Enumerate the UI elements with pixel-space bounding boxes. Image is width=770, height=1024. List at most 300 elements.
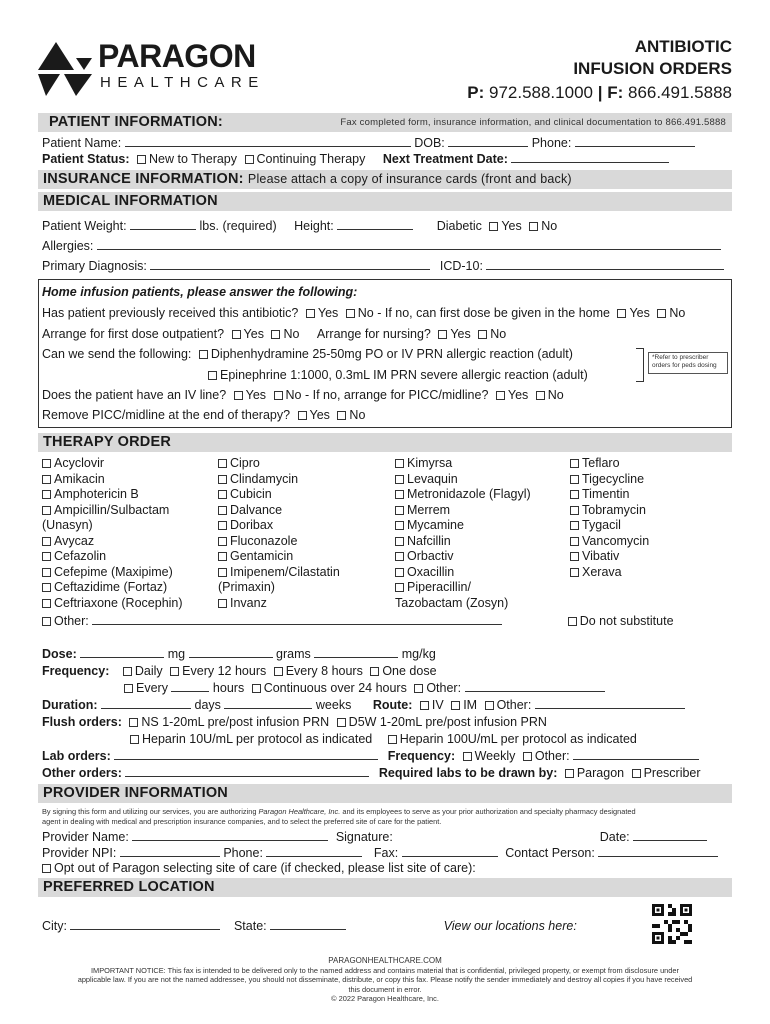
drug-option (570, 487, 649, 503)
route-iv-label: IV (431, 698, 444, 712)
drug-label: (Unasyn) (42, 518, 93, 532)
q8-label: Every 8 hours (285, 664, 363, 678)
drug-label: Tobramycin (582, 502, 646, 517)
duration-label: Duration: (42, 698, 98, 712)
provider-name-field[interactable] (132, 829, 328, 841)
city-label: City: (42, 919, 67, 933)
route-im-checkbox[interactable] (451, 701, 460, 710)
brand-sub: HEALTHCARE (100, 74, 265, 91)
drug-option (42, 580, 183, 596)
diabetic-no-checkbox[interactable] (529, 222, 538, 231)
new-therapy-label: New to Therapy (149, 152, 238, 166)
diphenhydramine-checkbox[interactable] (199, 350, 208, 359)
iv-line-yes-checkbox[interactable] (234, 391, 243, 400)
drug-label: Kimyrsa (407, 456, 453, 470)
npi-field[interactable] (120, 845, 220, 857)
diabetic-no-label: No (541, 219, 558, 233)
route-other-field[interactable] (535, 697, 685, 709)
lab-orders-label: Lab orders: (42, 749, 111, 763)
drug-label: Nafcillin (407, 533, 451, 548)
drug-option (395, 472, 531, 488)
drug-label: Gentamicin (230, 549, 294, 563)
drug-checkbox[interactable] (218, 568, 227, 577)
height-label: Height: (294, 219, 334, 233)
daily-checkbox[interactable] (123, 667, 132, 676)
duration-weeks-field[interactable] (224, 697, 312, 709)
dose-label: Dose: (42, 647, 77, 661)
drug-checkbox[interactable] (570, 506, 579, 515)
drug-checkbox[interactable] (395, 490, 404, 499)
picc-yes-label: Yes (507, 388, 529, 402)
dob-label: DOB: (414, 136, 445, 150)
fax-label: F: (607, 83, 624, 102)
footer (20, 956, 750, 1004)
weight-label: Patient Weight: (42, 219, 127, 233)
icd-label: ICD-10: (439, 259, 483, 273)
mg-unit: mg (167, 647, 186, 661)
home-infusion-heading (42, 284, 732, 300)
other-orders-field[interactable] (125, 765, 369, 777)
heparin100-checkbox[interactable] (388, 735, 397, 744)
drug-option (218, 596, 340, 612)
epinephrine-label: Epinephrine 1:1000, 0.3mL IM PRN severe allergic reaction (adult) (220, 368, 588, 382)
drug-label: Invanz (230, 595, 267, 610)
drug-checkbox[interactable] (395, 552, 404, 561)
grams-unit: grams (276, 647, 311, 661)
drug-label: Merrem (407, 502, 451, 517)
ns-flush-label: NS 1-20mL pre/post infusion PRN (141, 715, 330, 729)
weight-row (42, 218, 732, 234)
q5-text: Remove PICC/midline at the end of therapy? (42, 408, 291, 422)
drug-option (395, 534, 531, 550)
weekly-checkbox[interactable] (463, 752, 472, 761)
drug-label: Fluconazole (230, 533, 298, 548)
required-labs-label: Required labs to be drawn by: (378, 766, 558, 780)
q2-yes-label: Yes (243, 327, 264, 341)
title-line2: INFUSION ORDERS (573, 59, 732, 78)
provider-phone-label: Phone: (223, 846, 263, 860)
weight-field[interactable] (130, 218, 196, 230)
separator: | (597, 83, 603, 102)
flush-label: Flush orders: (42, 715, 122, 729)
patient-info-heading-bar (38, 113, 732, 132)
one-dose-label: One dose (382, 664, 437, 678)
contact-numbers (467, 82, 732, 104)
fax-note: Fax completed form, insurance information, and clinical documentation to 866.491.5888 (340, 117, 726, 128)
drug-checkbox[interactable] (395, 506, 404, 515)
drug-checkbox[interactable] (570, 459, 579, 468)
remove-picc-yes-checkbox[interactable] (298, 411, 307, 420)
footer-copyright: © 2022 Paragon Healthcare, Inc. (331, 994, 439, 1003)
drug-checkbox[interactable] (218, 537, 227, 546)
drug-label: Tigecycline (582, 471, 645, 486)
location-row (42, 918, 732, 934)
drug-label: Timentin (582, 487, 630, 501)
drug-column-3 (395, 456, 531, 611)
days-label: days (194, 698, 221, 712)
nursing-yes-checkbox[interactable] (438, 330, 447, 339)
q2-no-checkbox[interactable] (271, 330, 280, 339)
lab-other-field[interactable] (573, 748, 699, 760)
allergies-row (42, 238, 732, 254)
drug-option (395, 503, 531, 519)
q3-text: Can we send the following: (42, 347, 192, 361)
picc-yes-checkbox[interactable] (496, 391, 505, 400)
next-treatment-label: Next Treatment Date: (382, 152, 508, 166)
drug-label: Cubicin (230, 487, 272, 501)
drug-label: Dalvance (230, 502, 283, 517)
drug-checkbox[interactable] (42, 599, 51, 608)
drug-label: Doribax (230, 518, 274, 532)
route-label: Route: (372, 698, 413, 712)
lab-orders-field[interactable] (114, 748, 378, 760)
continuous-label: Continuous over 24 hours (263, 681, 407, 695)
remove-picc-yes-label: Yes (309, 408, 330, 422)
every-label: Every (136, 681, 168, 695)
opt-out-checkbox[interactable] (42, 864, 51, 873)
peds-note: *Refer to prescriber orders for peds dosing (652, 354, 717, 369)
duration-days-field[interactable] (101, 697, 191, 709)
authorization-text (42, 807, 732, 827)
paragon-labs-checkbox[interactable] (565, 769, 574, 778)
heparin10-label: Heparin 10U/mL per protocol as indicated (142, 732, 373, 746)
drug-label: Cefazolin (54, 549, 107, 563)
footer-site[interactable]: PARAGONHEALTHCARE.COM (328, 956, 442, 965)
q8-checkbox[interactable] (274, 667, 283, 676)
drug-checkbox[interactable] (218, 475, 227, 484)
form-title (467, 36, 732, 104)
state-field[interactable] (270, 918, 346, 930)
patient-info-heading: PATIENT INFORMATION: (49, 114, 223, 130)
q12-label: Every 12 hours (182, 664, 267, 678)
therapy-other-row (42, 613, 732, 629)
iv-line-no-label: No - If no, arrange for PICC/midline? (285, 388, 489, 402)
picc-no-label: No (547, 388, 564, 402)
drug-checkbox[interactable] (218, 599, 227, 608)
weight-unit: lbs. (required) (199, 219, 277, 233)
drug-label: Tazobactam (Zosyn) (395, 595, 509, 610)
drug-label: Mycamine (407, 518, 464, 532)
drug-label: Vibativ (582, 549, 620, 563)
drug-option (42, 596, 183, 612)
drug-label: Levaquin (407, 471, 458, 486)
drug-checkbox[interactable] (218, 490, 227, 499)
provider-phone-field[interactable] (266, 845, 362, 857)
q1-text: Has patient previously received this antibiotic? (42, 306, 299, 320)
drug-option (42, 472, 183, 488)
opt-out-row (42, 860, 732, 876)
route-iv-checkbox[interactable] (420, 701, 429, 710)
drug-checkbox[interactable] (218, 459, 227, 468)
drug-label: Amphotericin B (54, 487, 139, 501)
patient-status-label: Patient Status: (42, 152, 130, 166)
home-q3 (42, 346, 732, 362)
drug-option (570, 456, 649, 472)
frequency-label: Frequency: (42, 664, 110, 678)
drug-checkbox[interactable] (570, 490, 579, 499)
allergies-field[interactable] (97, 238, 721, 250)
picc-no-checkbox[interactable] (536, 391, 545, 400)
daily-label: Daily (134, 664, 163, 678)
allergies-label: Allergies: (42, 239, 94, 253)
drug-option (218, 456, 340, 472)
drug-option (395, 596, 531, 612)
drug-label: Xerava (582, 564, 622, 579)
diagnosis-row (42, 258, 732, 274)
lab-other-label: Other: (534, 749, 570, 763)
q2-text: Arrange for first dose outpatient? (42, 327, 225, 341)
d5w-flush-checkbox[interactable] (337, 718, 346, 727)
footer-notice-1: IMPORTANT NOTICE: This fax is intended to be delivered only to the named address and contains material that is confidential, privileged property, or exempt from disclosure under (91, 965, 679, 975)
drug-label: Avycaz (54, 533, 95, 548)
drug-checkbox[interactable] (570, 521, 579, 530)
drug-checkbox[interactable] (218, 552, 227, 561)
patient-name-label: Patient Name: (42, 136, 122, 150)
patient-phone-field[interactable] (575, 135, 695, 147)
q2-no-label: No (283, 327, 300, 341)
diabetic-yes-label: Yes (501, 219, 522, 233)
drug-option (395, 580, 531, 596)
drug-checkbox[interactable] (42, 459, 51, 468)
drug-option (218, 503, 340, 519)
nursing-no-checkbox[interactable] (478, 330, 487, 339)
drug-checkbox[interactable] (42, 537, 51, 546)
every-hours-field[interactable] (171, 680, 209, 692)
paragon-logo-icon (36, 40, 94, 98)
drug-option (570, 534, 649, 550)
drug-checkbox[interactable] (42, 583, 51, 592)
iv-line-yes-label: Yes (245, 388, 267, 402)
drug-option (570, 549, 649, 565)
therapy-other-label: Other: (54, 614, 89, 628)
drug-label: Ceftriaxone (Rocephin) (54, 595, 183, 610)
insurance-note: Please attach a copy of insurance cards (front and back) (247, 172, 572, 186)
therapy-other-checkbox[interactable] (42, 617, 51, 626)
provider-date-label: Date: (599, 830, 630, 844)
q1-yes-checkbox[interactable] (306, 309, 315, 318)
freq-other-label: Other: (426, 681, 462, 695)
dob-field[interactable] (448, 135, 528, 147)
title-line1: ANTIBIOTIC (634, 37, 732, 56)
lab-other-checkbox[interactable] (523, 752, 532, 761)
state-label: State: (233, 919, 267, 933)
nursing-text: Arrange for nursing? (316, 327, 431, 341)
drug-checkbox[interactable] (570, 475, 579, 484)
drug-option (570, 472, 649, 488)
footer-notice-3: this document in error. (348, 984, 422, 994)
one-dose-checkbox[interactable] (370, 667, 379, 676)
drug-option (42, 503, 183, 519)
home-q2 (42, 326, 732, 342)
frequency-row (42, 663, 732, 679)
signature-field (396, 829, 596, 841)
insurance-heading: INSURANCE INFORMATION: (43, 171, 244, 187)
opt-out-label: Opt out of Paragon selecting site of care (if checked, please list site of care): (54, 861, 476, 875)
drug-option (218, 518, 340, 534)
new-therapy-checkbox[interactable] (137, 155, 146, 164)
q1-home-no-label: No (669, 306, 686, 320)
drug-checkbox[interactable] (42, 568, 51, 577)
contact-person-field[interactable] (598, 845, 718, 857)
drug-option (395, 549, 531, 565)
drug-option (42, 456, 183, 472)
drug-checkbox[interactable] (570, 537, 579, 546)
drug-option (218, 549, 340, 565)
drug-option (395, 456, 531, 472)
q1-home-no-checkbox[interactable] (657, 309, 666, 318)
diabetic-yes-checkbox[interactable] (489, 222, 498, 231)
provider-date-field[interactable] (633, 829, 707, 841)
provider-fax-field[interactable] (402, 845, 498, 857)
location-heading-bar (38, 878, 732, 897)
height-field[interactable] (337, 218, 413, 230)
drug-option (218, 565, 340, 581)
drug-checkbox[interactable] (218, 521, 227, 530)
drug-label: Piperacillin/ (407, 580, 471, 594)
drug-option (395, 565, 531, 581)
q12-checkbox[interactable] (170, 667, 179, 676)
drug-label: Amikacin (54, 471, 105, 486)
brand-name: PARAGON (98, 38, 256, 74)
drug-checkbox[interactable] (395, 475, 404, 484)
q4-text: Does the patient have an IV line? (42, 388, 227, 402)
drug-option (42, 549, 183, 565)
other-orders-label: Other orders: (42, 766, 122, 780)
q2-yes-checkbox[interactable] (232, 330, 241, 339)
signature-label: Signature: (335, 830, 393, 844)
next-treatment-field[interactable] (511, 151, 669, 163)
location-heading: PREFERRED LOCATION (43, 879, 215, 895)
hours-label: hours (212, 681, 245, 695)
heparin100-label: Heparin 100U/mL per protocol as indicated (399, 732, 637, 746)
route-other-label: Other: (496, 698, 532, 712)
drug-checkbox[interactable] (395, 521, 404, 530)
diagnosis-field[interactable] (150, 258, 430, 270)
drug-option (570, 503, 649, 519)
drug-checkbox[interactable] (218, 506, 227, 515)
home-q4 (42, 387, 732, 403)
q1-no-checkbox[interactable] (346, 309, 355, 318)
auth-line1-c: and its employees to serve as your prior authorization and specialty pharmacy designated (342, 807, 636, 816)
diabetic-label: Diabetic (436, 219, 482, 233)
drug-checkbox[interactable] (42, 490, 51, 499)
drug-option (570, 518, 649, 534)
home-infusion-title: Home infusion patients, please answer the following: (42, 285, 358, 299)
drug-checkbox[interactable] (570, 552, 579, 561)
drug-checkbox[interactable] (570, 568, 579, 577)
ns-flush-checkbox[interactable] (129, 718, 138, 727)
therapy-other-field[interactable] (92, 613, 502, 625)
provider-name-row (42, 829, 732, 845)
route-other-checkbox[interactable] (485, 701, 494, 710)
drug-label: Oxacillin (407, 564, 455, 579)
qr-code-icon[interactable] (652, 904, 692, 944)
patient-name-field[interactable] (125, 135, 411, 147)
drug-column-4 (570, 456, 649, 580)
city-field[interactable] (70, 918, 220, 930)
iv-line-no-checkbox[interactable] (274, 391, 283, 400)
do-not-substitute-checkbox[interactable] (568, 617, 577, 626)
medical-heading-bar (38, 192, 732, 211)
prescriber-labs-checkbox[interactable] (632, 769, 641, 778)
drug-option (395, 518, 531, 534)
drug-label: Cefepime (Maxipime) (54, 564, 173, 579)
q1-yes-label: Yes (317, 306, 339, 320)
drug-label: Imipenem/Cilastatin (230, 564, 340, 579)
provider-heading: PROVIDER INFORMATION (43, 785, 228, 801)
patient-phone-label: Phone: (531, 136, 572, 150)
therapy-heading: THERAPY ORDER (43, 434, 172, 450)
drug-option (218, 534, 340, 550)
drug-checkbox[interactable] (42, 506, 51, 515)
drug-checkbox[interactable] (42, 475, 51, 484)
drug-label: Tygacil (582, 518, 621, 532)
auth-line2: agent in dealing with medical and prescription insurance companies, and to select the preferred site of care for the patient. (42, 817, 442, 826)
drug-option (42, 534, 183, 550)
other-orders-row (42, 765, 732, 781)
d5w-flush-label: D5W 1-20mL pre/post infusion PRN (348, 715, 547, 729)
drug-checkbox[interactable] (42, 552, 51, 561)
mgkg-unit: mg/kg (401, 647, 436, 661)
drug-option (218, 487, 340, 503)
provider-heading-bar (38, 784, 732, 803)
drug-option (42, 565, 183, 581)
lab-frequency-label: Frequency: (387, 749, 456, 763)
home-q1 (42, 305, 732, 321)
drug-label: Ceftazidime (Fortaz) (54, 580, 168, 594)
diagnosis-label: Primary Diagnosis: (42, 259, 147, 273)
remove-picc-no-checkbox[interactable] (337, 411, 346, 420)
dose-row (42, 646, 732, 662)
view-locations-text: View our locations here: (443, 919, 577, 933)
drug-checkbox[interactable] (395, 459, 404, 468)
heparin10-checkbox[interactable] (130, 735, 139, 744)
drug-column-1 (42, 456, 183, 611)
patient-name-row (42, 135, 732, 151)
auth-line1-a: By signing this form and utilizing our services, you are authorizing (42, 807, 257, 816)
insurance-heading-bar (38, 170, 732, 189)
continuous-checkbox[interactable] (252, 684, 261, 693)
patient-status-row (42, 151, 732, 167)
provider-name-label: Provider Name: (42, 830, 129, 844)
freq-other-field[interactable] (465, 680, 605, 692)
peds-note-box (648, 352, 728, 374)
dose-mg-field[interactable] (80, 646, 164, 658)
drug-checkbox[interactable] (395, 568, 404, 577)
drug-checkbox[interactable] (395, 583, 404, 592)
auth-line1-company: Paragon Healthcare, Inc. (258, 807, 341, 816)
continuing-therapy-checkbox[interactable] (245, 155, 254, 164)
every-checkbox[interactable] (124, 684, 133, 693)
dose-grams-field[interactable] (189, 646, 273, 658)
provider-fax-label: Fax: (373, 846, 399, 860)
dose-mgkg-field[interactable] (314, 646, 398, 658)
provider-npi-row (42, 845, 732, 861)
icd-field[interactable] (486, 258, 724, 270)
q1-no-label: No - If no, can first dose be given in the home (357, 306, 610, 320)
drug-label: Cipro (230, 456, 260, 470)
epinephrine-checkbox[interactable] (208, 371, 217, 380)
drug-option (395, 487, 531, 503)
footer-notice-2: applicable law. If you are not the named addressee, you should not disseminate, distribute, or copy this fax. Please notify the sender immediately and destroy all copies if you have received (77, 975, 693, 984)
frequency-row-2 (120, 680, 732, 696)
q1-home-yes-checkbox[interactable] (617, 309, 626, 318)
paragon-labs-label: Paragon (576, 766, 625, 780)
freq-other-checkbox[interactable] (414, 684, 423, 693)
logo (36, 40, 276, 100)
remove-picc-no-label: No (349, 408, 366, 422)
drug-checkbox[interactable] (395, 537, 404, 546)
